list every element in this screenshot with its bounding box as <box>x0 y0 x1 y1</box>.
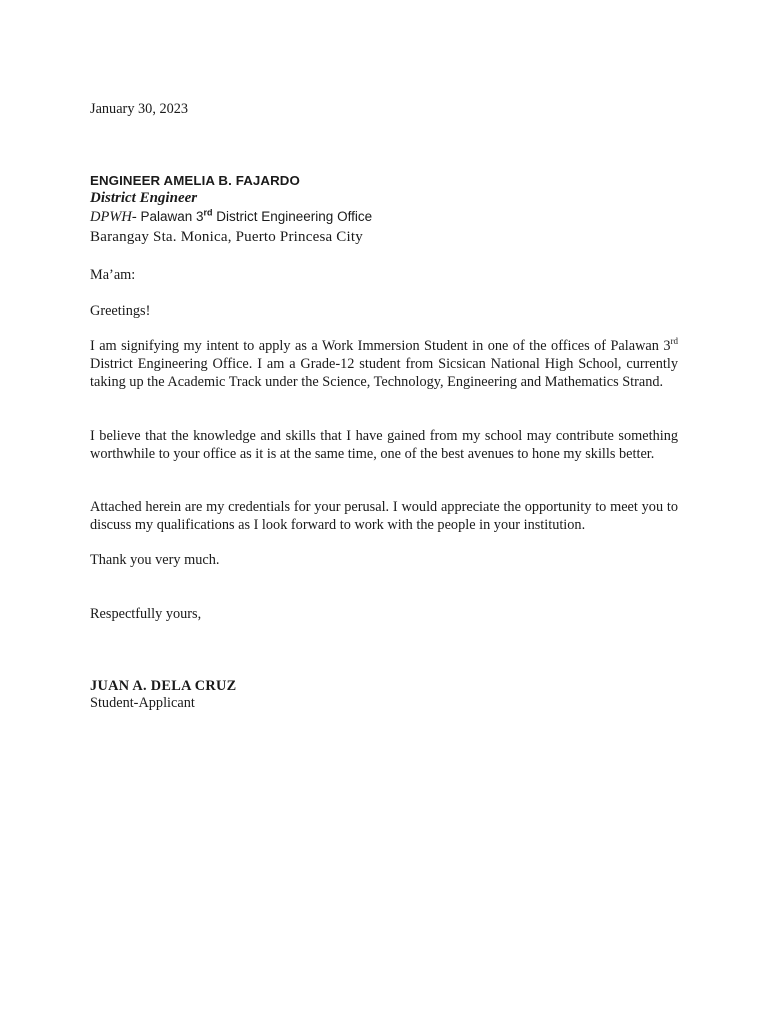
closing-line: Respectfully yours, <box>90 606 202 622</box>
paragraph-1-part-1: I am signifying my intent to apply as a Work Immersion Student in one of the offices of Palawan 3 <box>90 338 671 354</box>
salutation: Ma’am: <box>90 267 136 283</box>
body-paragraph-1 <box>90 337 678 391</box>
paragraph-1-part-2: District Engineering Office. I am a Grade-12 student from Sicsican National High School, currently taking up the Academic Track under the Science, Technology, Engineering and Mathematics Strand. <box>90 356 678 390</box>
body-paragraph-3: Attached herein are my credentials for your perusal. I would appreciate the opportunity to meet you to discuss my qualifications as I look forward to work with the people in your institution. <box>90 499 678 533</box>
recipient-office-prefix: DPWH- <box>90 209 137 225</box>
recipient-title: District Engineer <box>90 190 198 206</box>
signer-role: Student-Applicant <box>90 695 195 711</box>
recipient-office <box>90 208 678 226</box>
recipient-name: ENGINEER AMELIA B. FAJARDO <box>90 173 300 188</box>
signer-name: JUAN A. DELA CRUZ <box>90 678 237 694</box>
body-paragraph-2: I believe that the knowledge and skills that I have gained from my school may contribute something worthwhile to your office as it is at the same time, one of the best avenues to hone my skills better. <box>90 428 678 462</box>
greeting: Greetings! <box>90 303 151 319</box>
recipient-office-rest: District Engineering Office <box>212 209 373 224</box>
recipient-address: Barangay Sta. Monica, Puerto Princesa City <box>90 229 363 245</box>
recipient-office-main: Palawan 3 <box>136 209 204 224</box>
recipient-office-sup: rd <box>203 207 213 218</box>
letter-date: January 30, 2023 <box>90 101 189 117</box>
paragraph-1-sup: rd <box>670 336 678 347</box>
thanks-line: Thank you very much. <box>90 552 220 568</box>
